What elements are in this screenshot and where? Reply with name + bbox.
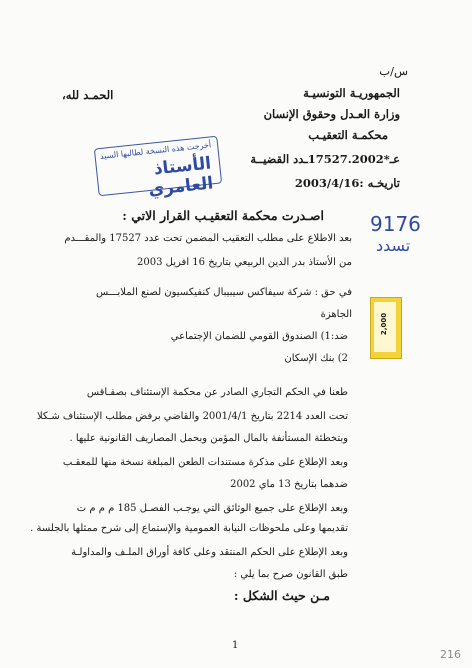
case-date: تاريخـه :2003/4/16 <box>294 176 400 190</box>
handwritten-number: 9176 <box>370 212 421 236</box>
corner-number: 216 <box>440 648 461 661</box>
copy-stamp <box>94 136 222 201</box>
paragraph-line: وبعد الإطلاع على الحكم المنتقد وعلى كافة أوراق الملـف والمداولـة <box>71 547 348 558</box>
section-heading: مـن حيث الشكل : <box>233 588 330 603</box>
paragraph-line: الجاهزة <box>320 309 352 320</box>
decision-title: اصـدرت محكمة التعقيـب القرار الاتي : <box>122 208 324 223</box>
page-number: 1 <box>232 640 239 651</box>
stamp-line-1: أخرجت هذه النسخة لطالبها السيد <box>99 140 212 161</box>
paragraph-line: طعنا في الحكم التجاري الصادر عن محكمة الإستئناف بصفـاقس <box>86 387 348 398</box>
praise-line: الحمـد لله، <box>62 88 114 102</box>
reference-code: س/ب <box>379 64 408 78</box>
stamp-line-2: الأستاذ العامري <box>147 153 215 201</box>
fiscal-stamp-amount: 2,000 <box>380 312 389 336</box>
court-name: محكمـة التعقيـب <box>308 128 388 142</box>
paragraph-line: من الأستاذ بدر الدين الربيعي بتاريخ 16 افريل 2003 <box>137 257 352 268</box>
fiscal-stamp <box>370 297 402 359</box>
paragraph-line: وبتخطئة المستأنفة بالمال المؤمن وبحمل المصاريف القانونية عليها . <box>69 433 348 444</box>
ministry-name: وزارة العـدل وحقوق الإنسان <box>263 107 400 121</box>
paragraph-line: 2) بنك الإسكان <box>284 353 348 364</box>
handwritten-note: تسدد <box>376 236 411 255</box>
paragraph-line: ضد:1) الصندوق القومي للضمان الإجتماعي <box>170 331 348 342</box>
paragraph-line: وبعد الإطلاع على جميع الوثائق التي يوجـب الفصـل 185 م م م ت <box>76 503 348 514</box>
paragraph-line: ضدهما بتاريخ 13 ماي 2002 <box>230 479 348 490</box>
paragraph-line: تقديمها وعلى ملحوظات النيابة العمومية والإستماع إلى شرح ممثلها بالجلسة . <box>30 523 348 534</box>
paragraph-line: في حق : شركة سيفاكس سيبيبال كنفيكسيون لصنع الملابـــس <box>95 287 352 298</box>
country-name: الجمهوريـة التونسيـة <box>303 86 400 100</box>
paragraph-line: طبق القانون صرح بما يلي : <box>233 569 348 580</box>
case-number: عـ*17527.2002ـدد القضيــة <box>250 152 400 166</box>
paragraph-line: وبعد الإطلاع على مذكرة مستندات الطعن المبلغة نسخة منها للمعقـب <box>62 457 348 468</box>
paragraph-line: بعد الاطلاع على مطلب التعقيب المضمن تحت عدد 17527 والمقـــدم <box>64 233 352 244</box>
paragraph-line: تحت العدد 2214 بتاريخ 2001/4/1 والقاضي برفض مطلب الإستئناف شـكلا <box>36 411 348 422</box>
